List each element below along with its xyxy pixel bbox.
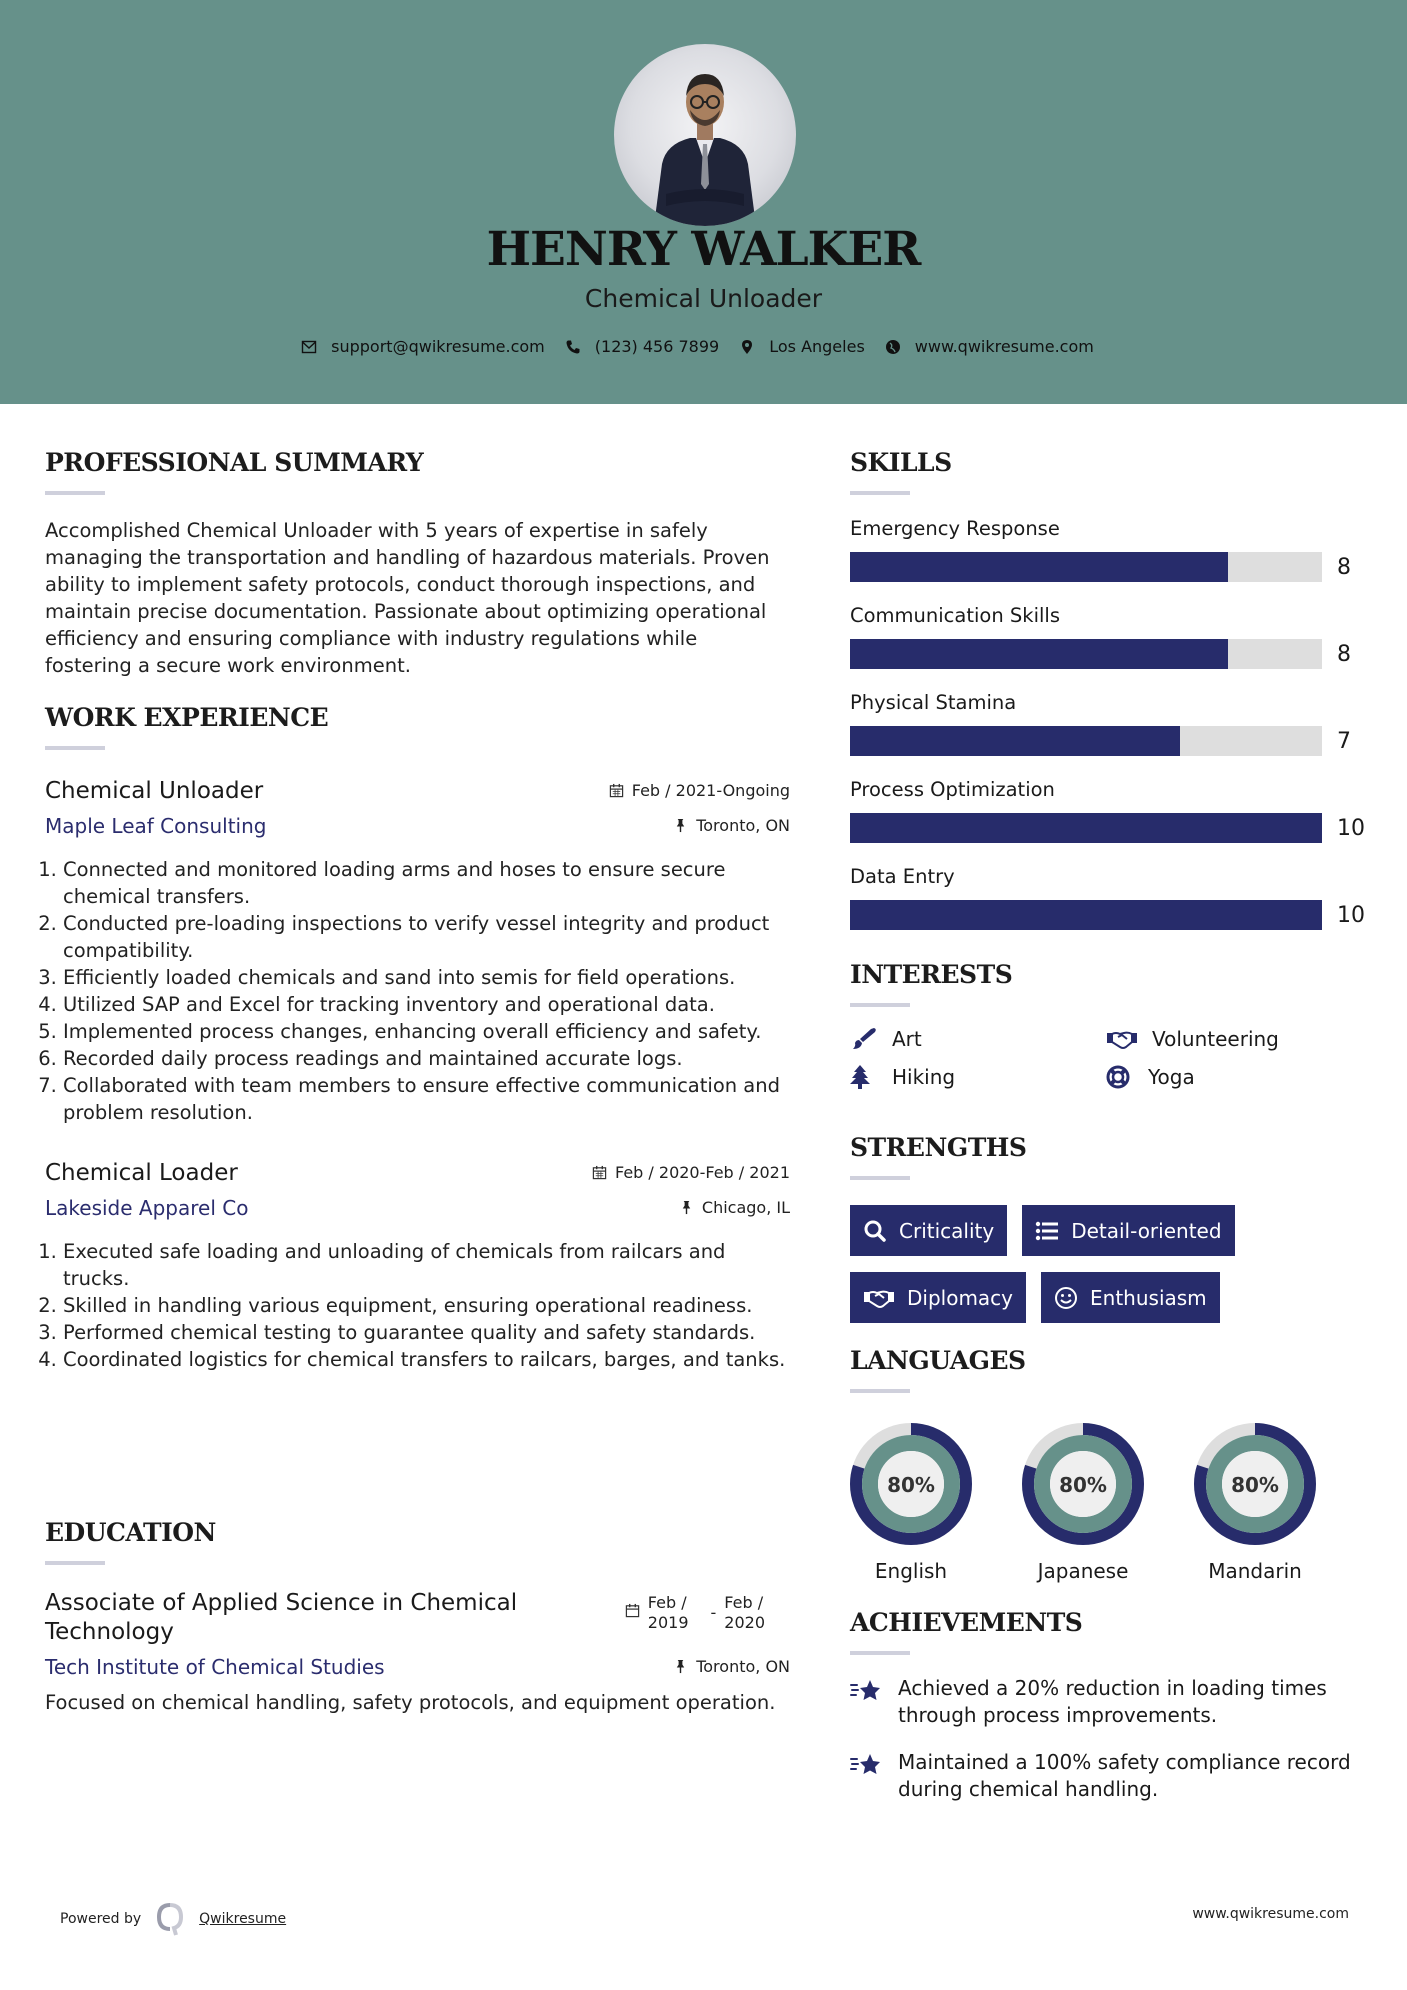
list-item: 7. Collaborated with team members to ensure effective communication and problem resolution. <box>63 1072 790 1126</box>
job-entry <box>45 1160 790 1373</box>
footer-website[interactable]: www.qwikresume.com <box>1192 1906 1349 1922</box>
language-percent: 80% <box>1231 1473 1279 1497</box>
section-title: LANGUAGES <box>850 1346 1026 1375</box>
language-name: English <box>874 1559 948 1583</box>
skill-item <box>850 517 1370 582</box>
skill-item <box>850 604 1370 669</box>
education-dates <box>625 1593 765 1647</box>
life-ring-icon <box>1106 1065 1134 1089</box>
strength-chip <box>1041 1272 1220 1323</box>
contact-bar <box>0 337 1407 356</box>
job-role: Chemical Loader <box>45 1160 238 1186</box>
language-item <box>1194 1423 1316 1583</box>
language-donut <box>850 1423 972 1545</box>
skill-value: 10 <box>1337 902 1365 928</box>
job-entry <box>45 778 790 1126</box>
powered-by-label: Powered by <box>60 1911 142 1927</box>
skill-name: Data Entry <box>850 865 955 888</box>
language-percent: 80% <box>887 1473 935 1497</box>
handshake-icon <box>863 1286 895 1310</box>
language-donut <box>1194 1423 1316 1545</box>
education-description: Focused on chemical handling, safety protocols, and equipment operation. <box>45 1691 776 1714</box>
location-text: Los Angeles <box>769 337 865 356</box>
list-item: 4. Coordinated logistics for chemical transfers to railcars, barges, and tanks. <box>63 1346 790 1373</box>
contact-phone[interactable] <box>565 337 719 356</box>
qwikresume-logo-icon <box>155 1902 185 1936</box>
job-role: Chemical Unloader <box>45 778 264 804</box>
skill-bar <box>850 639 1322 669</box>
list-item: 2. Skilled in handling various equipment, ensuring operational readiness. <box>63 1292 790 1319</box>
smile-icon <box>1054 1286 1078 1310</box>
search-icon <box>863 1219 887 1243</box>
skill-name: Process Optimization <box>850 778 1055 801</box>
candidate-name: HENRY WALKER <box>486 222 921 277</box>
job-title: Chemical Unloader <box>584 284 823 313</box>
section-title: EDUCATION <box>45 1518 216 1547</box>
skill-bar-fill <box>850 813 1322 843</box>
company-name: Lakeside Apparel Co <box>45 1196 249 1220</box>
calendar-icon <box>625 1603 640 1618</box>
skill-bar-fill <box>850 726 1180 756</box>
footer-powered-by <box>60 1902 286 1936</box>
section-title: SKILLS <box>850 448 952 477</box>
job-bullets <box>45 1238 790 1373</box>
section-divider <box>850 491 910 495</box>
skill-bar-fill <box>850 639 1228 669</box>
date-separator: - <box>710 1603 717 1622</box>
strengths-section <box>850 1133 1370 1323</box>
end-month: Feb / <box>724 1593 764 1612</box>
language-donut <box>1022 1423 1144 1545</box>
section-title: INTERESTS <box>850 960 1013 989</box>
qwikresume-link[interactable]: Qwikresume <box>199 1911 287 1927</box>
strength-label: Enthusiasm <box>1090 1285 1207 1310</box>
summary-text: Accomplished Chemical Unloader with 5 years of expertise in safely managing the transportation and handling of hazardous materials. Proven ability to implement safety protocols, conduct thorough inspections, and maintain precise documentation. Passionate about optimizing operational efficiency and ensuring compliance with industry regulations while fostering a secure work environment. <box>45 519 770 677</box>
interest-label: Volunteering <box>1152 1027 1279 1051</box>
section-divider <box>850 1389 910 1393</box>
language-item <box>1022 1423 1144 1583</box>
language-percent: 80% <box>1059 1473 1107 1497</box>
strength-chip <box>850 1205 1007 1256</box>
skill-bar <box>850 552 1322 582</box>
skill-item <box>850 865 1370 930</box>
section-divider <box>45 491 105 495</box>
language-item <box>850 1423 972 1583</box>
languages-section <box>850 1346 1370 1583</box>
header-band <box>0 0 1407 404</box>
phone-text: (123) 456 7899 <box>594 337 720 356</box>
achievements-section <box>850 1608 1370 1803</box>
phone-icon <box>565 339 581 355</box>
strength-label: Detail-oriented <box>1071 1218 1222 1243</box>
website-text: www.qwikresume.com <box>914 337 1094 356</box>
school-location: Toronto, ON <box>696 1657 790 1676</box>
list-item: 1. Executed safe loading and unloading of chemicals from railcars and trucks. <box>63 1238 790 1292</box>
start-year: 2019 <box>647 1613 689 1632</box>
section-title: PROFESSIONAL SUMMARY <box>45 448 424 477</box>
email-text: support@qwikresume.com <box>331 337 545 356</box>
list-item: 5. Implemented process changes, enhancing overall efficiency and safety. <box>63 1018 790 1045</box>
skill-bar-fill <box>850 900 1322 930</box>
list-item: 3. Performed chemical testing to guarantee quality and safety standards. <box>63 1319 790 1346</box>
list-item: 3. Efficiently loaded chemicals and sand into semis for field operations. <box>63 964 790 991</box>
list-icon <box>1035 1219 1059 1243</box>
section-title: ACHIEVEMENTS <box>850 1608 1083 1637</box>
job-dates: Feb / 2021-Ongoing <box>631 781 790 800</box>
contact-location <box>739 337 865 356</box>
list-item: 4. Utilized SAP and Excel for tracking inventory and operational data. <box>63 991 790 1018</box>
list-item: 1. Connected and monitored loading arms and hoses to ensure secure chemical transfers. <box>63 856 790 910</box>
shooting-star-icon <box>850 1677 882 1705</box>
interest-label: Yoga <box>1148 1065 1195 1089</box>
calendar-icon <box>609 783 624 798</box>
calendar-icon <box>592 1165 607 1180</box>
skill-value: 8 <box>1337 641 1351 667</box>
strength-label: Criticality <box>899 1218 995 1243</box>
list-item: 2. Conducted pre-loading inspections to verify vessel integrity and product compatibility. <box>63 910 790 964</box>
skill-value: 8 <box>1337 554 1351 580</box>
avatar <box>614 44 796 226</box>
pushpin-icon <box>673 818 688 833</box>
shooting-star-icon <box>850 1751 882 1779</box>
achievement-text: Achieved a 20% reduction in loading times through process improvements. <box>898 1676 1327 1727</box>
skill-name: Physical Stamina <box>850 691 1017 714</box>
strength-label: Diplomacy <box>907 1285 1014 1310</box>
interest-item <box>850 1027 1106 1051</box>
job-dates: Feb / 2020-Feb / 2021 <box>615 1163 790 1182</box>
company-name: Maple Leaf Consulting <box>45 814 267 838</box>
section-divider <box>850 1176 910 1180</box>
achievement-item <box>850 1749 1370 1803</box>
tree-icon <box>850 1065 878 1089</box>
profile-photo <box>614 44 796 226</box>
envelope-icon <box>301 339 317 355</box>
interest-label: Hiking <box>892 1065 956 1089</box>
skill-bar-fill <box>850 552 1228 582</box>
achievement-text: Maintained a 100% safety compliance record during chemical handling. <box>898 1750 1351 1801</box>
skill-value: 7 <box>1337 728 1351 754</box>
language-name: Japanese <box>1037 1559 1129 1583</box>
job-location: Chicago, IL <box>701 1198 790 1217</box>
skills-section <box>850 448 1370 930</box>
section-divider <box>45 746 105 750</box>
experience-section <box>45 703 790 1373</box>
skill-item <box>850 778 1370 843</box>
interest-item <box>850 1065 1106 1089</box>
skill-bar <box>850 813 1322 843</box>
section-title: WORK EXPERIENCE <box>45 703 329 732</box>
job-location: Toronto, ON <box>696 816 790 835</box>
achievement-item <box>850 1675 1370 1729</box>
school-name: Tech Institute of Chemical Studies <box>45 1655 385 1679</box>
skill-item <box>850 691 1370 756</box>
skill-name: Emergency Response <box>850 517 1060 540</box>
paintbrush-icon <box>850 1027 878 1051</box>
strength-chip <box>1022 1205 1234 1256</box>
section-title: STRENGTHS <box>850 1133 1027 1162</box>
interest-item <box>1106 1027 1362 1051</box>
interest-label: Art <box>892 1027 922 1051</box>
skill-bar <box>850 900 1322 930</box>
end-year: 2020 <box>724 1613 765 1632</box>
section-divider <box>850 1003 910 1007</box>
contact-email[interactable] <box>301 337 545 356</box>
strength-chip <box>850 1272 1026 1323</box>
skill-value: 10 <box>1337 815 1365 841</box>
skill-name: Communication Skills <box>850 604 1060 627</box>
interests-section <box>850 960 1370 1089</box>
start-month: Feb / <box>647 1593 687 1612</box>
education-section <box>45 1518 790 1716</box>
interest-item <box>1106 1065 1362 1089</box>
pushpin-icon <box>673 1659 688 1674</box>
summary-section <box>45 448 790 679</box>
skill-bar <box>850 726 1322 756</box>
degree-name: Associate of Applied Science in Chemical Technology <box>45 1590 518 1645</box>
handshake-icon <box>1106 1027 1138 1051</box>
section-divider <box>850 1651 910 1655</box>
globe-icon <box>885 339 901 355</box>
job-bullets <box>45 856 790 1126</box>
section-divider <box>45 1561 105 1565</box>
pushpin-icon <box>679 1200 694 1215</box>
language-name: Mandarin <box>1208 1559 1302 1583</box>
list-item: 6. Recorded daily process readings and maintained accurate logs. <box>63 1045 790 1072</box>
contact-website[interactable] <box>885 337 1094 356</box>
map-pin-icon <box>739 339 755 355</box>
